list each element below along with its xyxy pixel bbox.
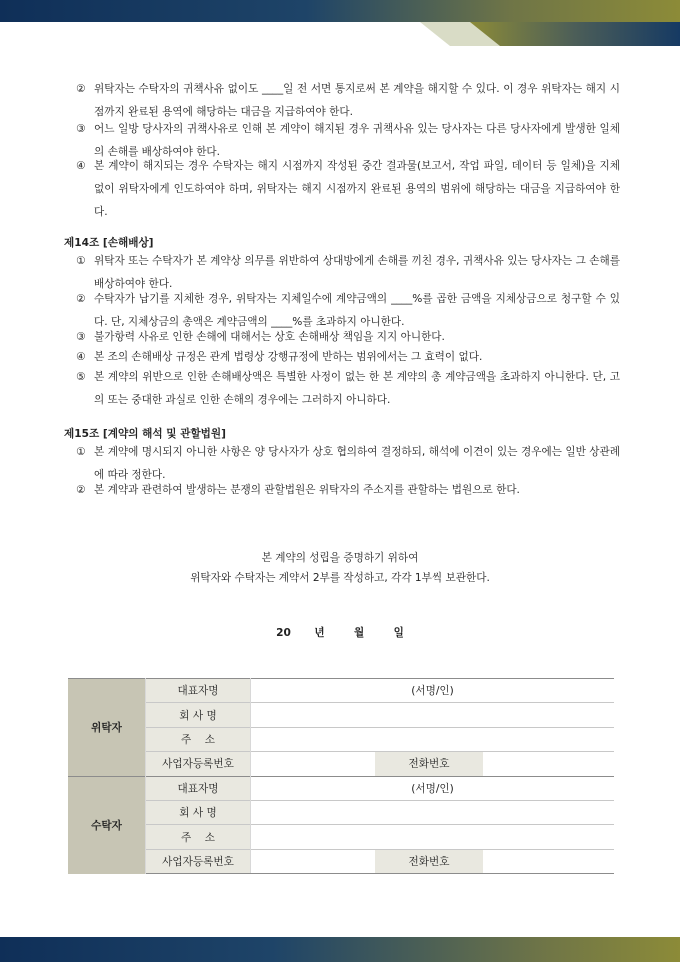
contractor-biz-no-field[interactable]	[251, 849, 376, 873]
signature-table	[68, 678, 614, 874]
article13-item-2: ② 위탁자는 수탁자의 귀책사유 없이도 ____일 전 서면 통지로써 본 계약을 해지할 수 있다. 이 경우 위탁자는 해지 시점까지 완료된 용역에 해당하는 대금을 지급하여야 한다.	[76, 83, 620, 118]
header-decorative-band	[0, 0, 680, 46]
consignor-phone-field[interactable]	[483, 752, 614, 776]
article14-item-2: ② 수탁자가 납기를 지체한 경우, 위탁자는 지체일수에 계약금액의 ____%를 곱한 금액을 지체상금으로 청구할 수 있다. 단, 지체상금의 총액은 계약금액의 ____%를 초과하지 아니한다.	[76, 293, 620, 328]
company-label: 회 사 명	[146, 800, 251, 824]
consignor-address-field[interactable]	[251, 727, 615, 751]
article14-item-1: ① 위탁자 또는 수탁자가 본 계약상 의무를 위반하여 상대방에게 손해를 끼친 경우, 귀책사유 있는 당사자는 그 손해를 배상하여야 한다.	[76, 255, 620, 290]
contractor-company-field[interactable]	[251, 800, 615, 824]
company-label: 회 사 명	[146, 703, 251, 727]
date-day-unit: 일	[393, 627, 404, 639]
closing-line-2: 위탁자와 수탁자는 계약서 2부를 작성하고, 각각 1부씩 보관한다.	[190, 572, 490, 584]
phone-label: 전화번호	[375, 752, 483, 776]
closing-line-1: 본 계약의 성립을 증명하기 위하여	[261, 552, 419, 564]
party-contractor: 수탁자	[68, 776, 146, 874]
article14-title: 제14조 [손해배상]	[64, 237, 154, 249]
article15-item-2: ② 본 계약과 관련하여 발생하는 분쟁의 관할법원은 위탁자의 주소지를 관할하는 법원으로 한다.	[76, 484, 520, 496]
article13-item-3: ③ 어느 일방 당사자의 귀책사유로 인해 본 계약이 해지된 경우 귀책사유 있는 당사자는 다른 당사자에게 발생한 일체의 손해를 배상하여야 한다.	[76, 123, 620, 158]
contractor-address-field[interactable]	[251, 825, 615, 849]
date-year-unit: 년	[314, 627, 325, 639]
address-label: 주 소	[146, 825, 251, 849]
article13-item-4: ④ 본 계약이 해지되는 경우 수탁자는 해지 시점까지 작성된 중간 결과물(보고서, 작업 파일, 데이터 등 일체)을 지체 없이 위탁자에게 인도하여야 하며, 위탁자는 해지 시점까지 완료된 용역의 범위에 해당하는 대금을 지급하여야 한다.	[76, 160, 620, 218]
contractor-phone-field[interactable]	[483, 849, 614, 873]
article15-item-1: ① 본 계약에 명시되지 아니한 사항은 양 당사자가 상호 협의하여 결정하되, 해석에 이견이 있는 경우에는 일반 상관례에 따라 정한다.	[76, 446, 620, 481]
party-consignor: 위탁자	[68, 679, 146, 777]
rep-label: 대표자명	[146, 776, 251, 800]
biz-no-label: 사업자등록번호	[146, 752, 251, 776]
article15-title: 제15조 [계약의 해석 및 관할법원]	[64, 428, 226, 440]
article14-item-4: ④ 본 조의 손해배상 규정은 관계 법령상 강행규정에 반하는 범위에서는 그 효력이 없다.	[76, 351, 483, 363]
contractor-signature-field[interactable]: (서명/인)	[251, 776, 615, 800]
phone-label: 전화번호	[375, 849, 483, 873]
address-label: 주 소	[146, 727, 251, 751]
rep-label: 대표자명	[146, 679, 251, 703]
contract-date	[0, 625, 680, 640]
article14-item-5: ⑤ 본 계약의 위반으로 인한 손해배상액은 특별한 사정이 없는 한 본 계약의 총 계약금액을 초과하지 아니한다. 단, 고의 또는 중대한 과실로 인한 손해의 경우에는 그러하지 아니하다.	[76, 371, 620, 406]
consignor-company-field[interactable]	[251, 703, 615, 727]
consignor-biz-no-field[interactable]	[251, 752, 376, 776]
footer-decorative-band	[0, 937, 680, 962]
article14-item-3: ③ 불가항력 사유로 인한 손해에 대해서는 상호 손해배상 책임을 지지 아니한다.	[76, 331, 445, 343]
date-month-unit: 월	[353, 627, 365, 639]
consignor-signature-field[interactable]: (서명/인)	[251, 679, 615, 703]
biz-no-label: 사업자등록번호	[146, 849, 251, 873]
date-year: 20	[276, 627, 291, 639]
